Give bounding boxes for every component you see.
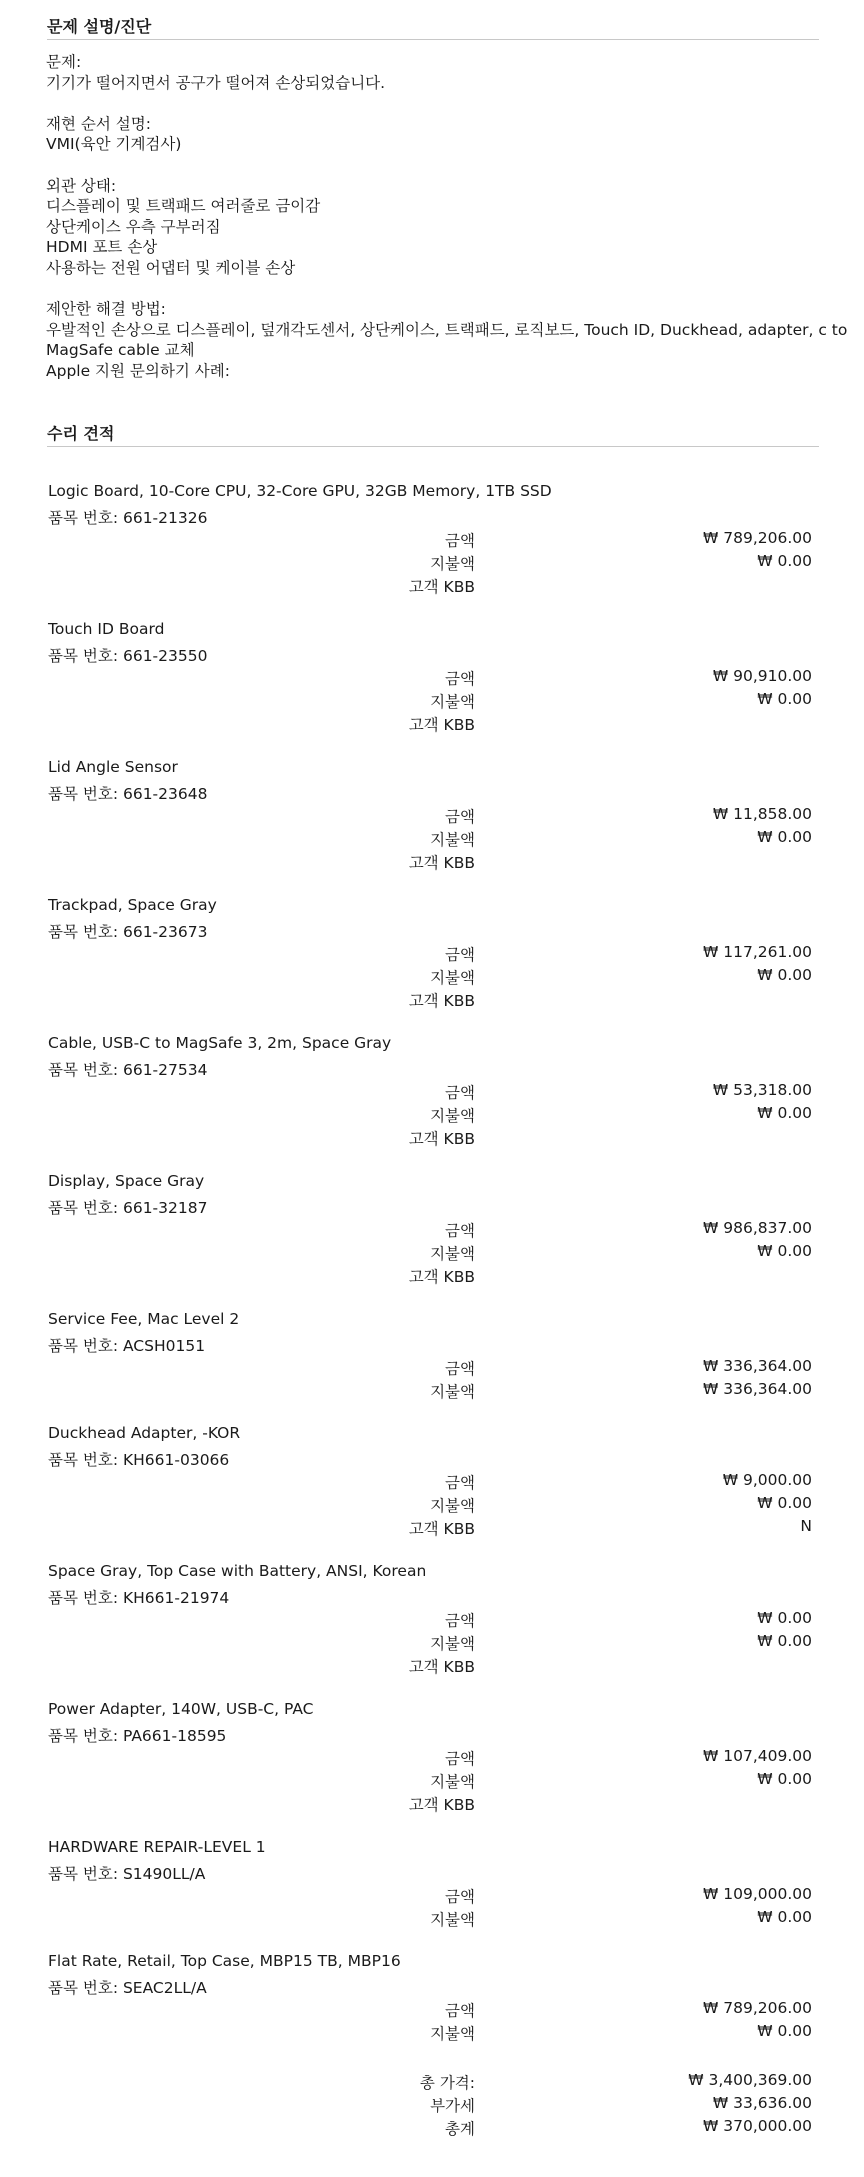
item-kbb-label: 고객 KBB (408, 578, 475, 596)
diagnosis-line: 재현 순서 설명: (46, 114, 151, 133)
item-amount-value: ₩ 11,858.00 (712, 805, 812, 823)
estimate-item (0, 1172, 864, 1302)
item-part-number: 품목 번호: 661-23648 (48, 785, 208, 803)
item-kbb-label: 고객 KBB (408, 1520, 475, 1538)
item-payment-value: ₩ 0.00 (757, 552, 812, 570)
item-payment-label: 지불액 (430, 1383, 475, 1401)
item-amount-row (0, 529, 864, 551)
total-price-row (0, 2071, 864, 2093)
item-name: Flat Rate, Retail, Top Case, MBP15 TB, MBP16 (48, 1952, 401, 1970)
estimate-item (0, 1310, 864, 1440)
item-name: HARDWARE REPAIR-LEVEL 1 (48, 1838, 266, 1856)
item-amount-label: 금액 (445, 1360, 475, 1378)
item-payment-value: ₩ 0.00 (757, 1908, 812, 1926)
item-kbb-row (0, 1127, 864, 1149)
item-amount-row (0, 1081, 864, 1103)
item-kbb-row (0, 1793, 864, 1815)
estimate-item (0, 1952, 864, 2082)
vat-row (0, 2094, 864, 2116)
item-amount-label: 금액 (445, 946, 475, 964)
estimate-item (0, 1838, 864, 1968)
item-kbb-label: 고객 KBB (408, 1796, 475, 1814)
item-name: Logic Board, 10-Core CPU, 32-Core GPU, 32GB Memory, 1TB SSD (48, 482, 552, 500)
item-kbb-row (0, 851, 864, 873)
item-amount-value: ₩ 789,206.00 (703, 1999, 812, 2017)
diagnosis-line: 상단케이스 우측 구부러짐 (46, 217, 221, 236)
item-payment-label: 지불액 (430, 1911, 475, 1929)
estimate-item (0, 896, 864, 1026)
item-payment-value: ₩ 0.00 (757, 1242, 812, 1260)
item-kbb-label: 고객 KBB (408, 1268, 475, 1286)
item-amount-label: 금액 (445, 1612, 475, 1630)
item-amount-value: ₩ 789,206.00 (703, 529, 812, 547)
item-payment-value: ₩ 0.00 (757, 966, 812, 984)
item-payment-label: 지불액 (430, 1245, 475, 1263)
item-kbb-label: 고객 KBB (408, 854, 475, 872)
item-kbb-row (0, 1265, 864, 1287)
item-kbb-label: 고객 KBB (408, 1658, 475, 1676)
item-payment-label: 지불액 (430, 1635, 475, 1653)
item-name: Power Adapter, 140W, USB-C, PAC (48, 1700, 314, 1718)
item-kbb-row (0, 713, 864, 735)
grand-total-value: ₩ 370,000.00 (703, 2117, 812, 2135)
item-amount-row (0, 805, 864, 827)
diagnosis-line: 사용하는 전원 어댑터 및 케이블 손상 (46, 259, 296, 277)
item-name: Display, Space Gray (48, 1172, 205, 1190)
item-part-number: 품목 번호: 661-27534 (48, 1061, 208, 1079)
diagnosis-line: 기기가 떨어지면서 공구가 떨어져 손상되었습니다. (46, 73, 386, 92)
diagnosis-title: 문제 설명/진단 (47, 14, 819, 40)
item-kbb-value: N (800, 1517, 812, 1535)
item-payment-label: 지불액 (430, 1107, 475, 1125)
item-amount-row (0, 667, 864, 689)
estimate-item (0, 1562, 864, 1692)
item-payment-row (0, 1770, 864, 1792)
diagnosis-line: Apple 지원 문의하기 사례: (46, 362, 230, 380)
item-payment-row (0, 966, 864, 988)
item-amount-value: ₩ 117,261.00 (703, 943, 812, 961)
item-part-number: 품목 번호: KH661-21974 (48, 1589, 230, 1607)
item-payment-row (0, 1104, 864, 1126)
item-part-number: 품목 번호: S1490LL/A (48, 1865, 206, 1883)
item-amount-row (0, 1609, 864, 1631)
item-amount-row (0, 1885, 864, 1907)
total-price-label: 총 가격: (419, 2074, 475, 2092)
item-payment-label: 지불액 (430, 1497, 475, 1515)
diagnosis-line: 제안한 해결 방법: (46, 300, 166, 319)
item-amount-label: 금액 (445, 1084, 475, 1102)
item-amount-label: 금액 (445, 1750, 475, 1768)
item-payment-row (0, 1494, 864, 1516)
diagnosis-line: 우발적인 손상으로 디스플레이, 덮개각도센서, 상단케이스, 트랙패드, 로직보드, Touch ID, Duckhead, adapter, c to (46, 320, 848, 339)
item-part-number: 품목 번호: KH661-03066 (48, 1451, 230, 1469)
item-part-number: 품목 번호: PA661-18595 (48, 1727, 227, 1745)
item-name: Touch ID Board (48, 620, 165, 638)
item-payment-label: 지불액 (430, 693, 475, 711)
estimate-item (0, 620, 864, 750)
item-kbb-label: 고객 KBB (408, 992, 475, 1010)
diagnosis-line: HDMI 포트 손상 (46, 238, 158, 257)
item-payment-row (0, 1380, 864, 1402)
item-amount-value: ₩ 986,837.00 (703, 1219, 812, 1237)
item-payment-value: ₩ 0.00 (757, 1494, 812, 1512)
item-payment-row (0, 690, 864, 712)
item-payment-value: ₩ 0.00 (757, 828, 812, 846)
item-payment-label: 지불액 (430, 555, 475, 573)
item-amount-value: ₩ 90,910.00 (712, 667, 812, 685)
item-amount-label: 금액 (445, 808, 475, 826)
item-payment-value: ₩ 0.00 (757, 1632, 812, 1650)
item-amount-label: 금액 (445, 670, 475, 688)
grand-total-label: 총계 (445, 2120, 475, 2138)
item-payment-row (0, 1908, 864, 1930)
item-amount-row (0, 943, 864, 965)
item-payment-value: ₩ 0.00 (757, 690, 812, 708)
item-part-number: 품목 번호: 661-32187 (48, 1199, 208, 1217)
item-amount-value: ₩ 336,364.00 (703, 1357, 812, 1375)
item-kbb-label: 고객 KBB (408, 1130, 475, 1148)
diagnosis-line: MagSafe cable 교체 (46, 341, 195, 360)
estimate-totals (0, 2071, 864, 2141)
item-amount-value: ₩ 109,000.00 (703, 1885, 812, 1903)
item-kbb-row (0, 1517, 864, 1539)
total-price-value: ₩ 3,400,369.00 (688, 2071, 812, 2089)
diagnosis-line: 디스플레이 및 트랙패드 여러줄로 금이감 (46, 197, 321, 216)
item-name: Lid Angle Sensor (48, 758, 178, 776)
item-payment-value: ₩ 0.00 (757, 1104, 812, 1122)
item-amount-label: 금액 (445, 532, 475, 550)
item-payment-label: 지불액 (430, 1773, 475, 1791)
item-payment-value: ₩ 0.00 (757, 2022, 812, 2040)
item-kbb-row (0, 989, 864, 1011)
item-amount-value: ₩ 107,409.00 (703, 1747, 812, 1765)
item-amount-row (0, 1471, 864, 1493)
item-kbb-row (0, 1655, 864, 1677)
item-amount-label: 금액 (445, 1888, 475, 1906)
item-amount-row (0, 1747, 864, 1769)
item-part-number: 품목 번호: 661-23550 (48, 647, 208, 665)
item-name: Duckhead Adapter, -KOR (48, 1424, 241, 1442)
item-part-number: 품목 번호: SEAC2LL/A (48, 1979, 207, 1997)
item-part-number: 품목 번호: ACSH0151 (48, 1337, 206, 1355)
item-kbb-row (0, 575, 864, 597)
item-amount-row (0, 1219, 864, 1241)
item-name: Service Fee, Mac Level 2 (48, 1310, 240, 1328)
estimate-item (0, 482, 864, 612)
grand-total-row (0, 2117, 864, 2139)
item-amount-value: ₩ 9,000.00 (722, 1471, 812, 1489)
estimate-item (0, 1034, 864, 1164)
item-name: Trackpad, Space Gray (48, 896, 217, 914)
item-payment-label: 지불액 (430, 969, 475, 987)
item-amount-row (0, 1357, 864, 1379)
item-amount-label: 금액 (445, 1222, 475, 1240)
item-payment-label: 지불액 (430, 2025, 475, 2043)
diagnosis-line: VMI(육안 기계검사) (46, 135, 182, 154)
item-amount-label: 금액 (445, 2002, 475, 2020)
item-amount-row (0, 1999, 864, 2021)
item-payment-value: ₩ 336,364.00 (703, 1380, 812, 1398)
item-payment-row (0, 552, 864, 574)
estimate-item (0, 1424, 864, 1554)
item-name: Space Gray, Top Case with Battery, ANSI, Korean (48, 1562, 427, 1580)
item-amount-value: ₩ 53,318.00 (712, 1081, 812, 1099)
item-kbb-label: 고객 KBB (408, 716, 475, 734)
item-payment-row (0, 2022, 864, 2044)
diagnosis-line: 문제: (46, 53, 82, 71)
item-amount-label: 금액 (445, 1474, 475, 1492)
item-payment-value: ₩ 0.00 (757, 1770, 812, 1788)
estimate-item (0, 758, 864, 888)
item-payment-row (0, 828, 864, 850)
item-name: Cable, USB-C to MagSafe 3, 2m, Space Gray (48, 1034, 392, 1052)
item-part-number: 품목 번호: 661-23673 (48, 923, 208, 941)
item-payment-label: 지불액 (430, 831, 475, 849)
vat-value: ₩ 33,636.00 (712, 2094, 812, 2112)
diagnosis-line: 외관 상태: (46, 176, 117, 195)
vat-label: 부가세 (430, 2097, 475, 2115)
estimate-item (0, 1700, 864, 1830)
item-payment-row (0, 1632, 864, 1654)
item-amount-value: ₩ 0.00 (757, 1609, 812, 1627)
item-payment-row (0, 1242, 864, 1264)
estimate-title: 수리 견적 (47, 421, 819, 447)
item-part-number: 품목 번호: 661-21326 (48, 509, 208, 527)
